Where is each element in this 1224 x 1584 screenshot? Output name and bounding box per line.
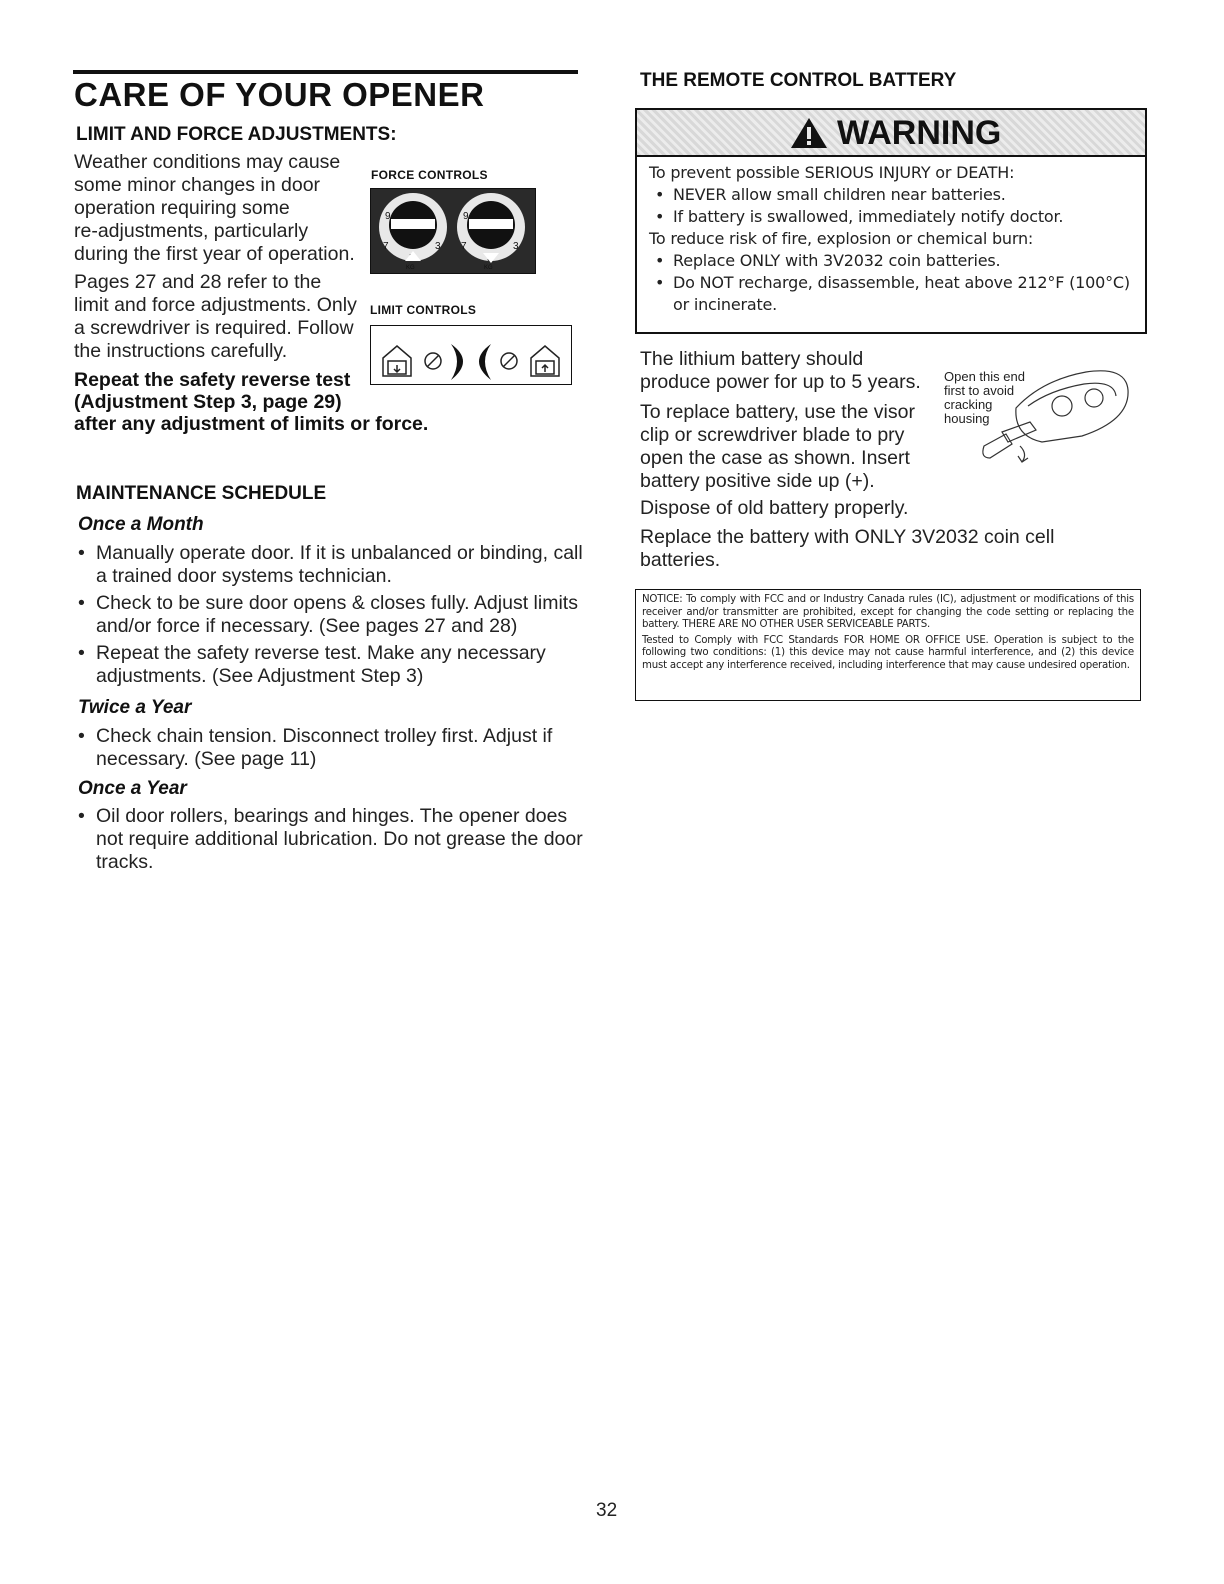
text-line: Pages 27 and 28 refer to the <box>74 271 322 293</box>
text-line: limit and force adjustments. Only <box>74 294 357 316</box>
battery-type-paragraph <box>640 526 1110 572</box>
force-controls-label: FORCE CONTROLS <box>371 168 488 182</box>
force-dials-illustration <box>371 189 535 273</box>
list-item: • Manually operate door. If it is unbalanced or binding, call a trained door systems technician. <box>74 542 584 588</box>
fcc-compliance-text: Tested to Comply with FCC Standards FOR HOME OR OFFICE USE. Operation is subject to the following two conditions: (1) this device may not cause harmful interference, and (2) this device must accept any interference received, including interference that may cause undesired operation. <box>642 634 1134 671</box>
list-item: • Check to be sure door opens & closes fully. Adjust limits and/or force if necessary. (See pages 27 and 28) <box>74 592 584 638</box>
text-line: To replace battery, use the visor <box>640 401 915 423</box>
list-item: • Repeat the safety reverse test. Make any necessary adjustments. (See Adjustment Step 3) <box>74 642 584 688</box>
page-number: 32 <box>596 1500 618 1521</box>
remote-button-right <box>1085 389 1103 407</box>
list-item: • Oil door rollers, bearings and hinges. The opener does not require additional lubrication. Do not grease the door tracks. <box>74 805 584 874</box>
text-line: Open this end <box>944 369 1025 384</box>
text-line: open the case as shown. Insert <box>640 447 910 469</box>
svg-text:7: 7 <box>383 241 389 252</box>
dial-left <box>379 193 447 271</box>
text-line: cracking <box>944 397 993 412</box>
text-line: during the first year of operation. <box>74 243 355 265</box>
section-title: CARE OF YOUR OPENER <box>74 76 485 113</box>
warning-title: WARNING <box>837 114 1002 152</box>
limit-controls-illustration <box>371 326 571 384</box>
remote-opening-illustration <box>944 350 1144 470</box>
warning-item: • If battery is swallowed, immediately notify doctor. <box>649 206 1139 228</box>
pry-arrow-icon <box>1018 446 1028 462</box>
text-line: Weather conditions may cause <box>74 151 341 173</box>
warning-intro: To prevent possible SERIOUS INJURY or DEATH: <box>649 163 1015 182</box>
svg-text:KG: KG <box>484 265 493 271</box>
once-a-year-heading: Once a Year <box>78 778 187 799</box>
text-line: batteries. <box>640 549 721 571</box>
svg-text:3: 3 <box>435 241 441 252</box>
text-line: operation requiring some <box>74 197 290 219</box>
warning-box <box>635 108 1147 334</box>
text-line: Repeat the safety reverse test <box>74 369 351 391</box>
warning-banner <box>637 110 1145 157</box>
battery-heading: THE REMOTE CONTROL BATTERY <box>640 70 957 91</box>
limit-intro-paragraph <box>74 151 374 266</box>
battery-life-paragraph <box>640 348 950 394</box>
warning-item: • Replace ONLY with 3V2032 coin batteries. <box>649 250 1139 272</box>
battery-replace-paragraph <box>640 401 940 493</box>
fcc-notice-box <box>635 589 1141 701</box>
limit-force-heading: LIMIT AND FORCE ADJUSTMENTS: <box>76 124 397 145</box>
list-item: • Check chain tension. Disconnect trolley first. Adjust if necessary. (See page 11) <box>74 725 584 771</box>
warning-item: • NEVER allow small children near batteries. <box>649 184 1139 206</box>
warning-content <box>649 162 1139 316</box>
twice-a-year-heading: Twice a Year <box>78 697 192 718</box>
remote-battery-figure <box>944 350 1144 470</box>
text-line: the instructions carefully. <box>74 340 288 362</box>
text-line: battery positive side up (+). <box>640 470 875 492</box>
text-line: produce power for up to 5 years. <box>640 371 921 393</box>
svg-text:7: 7 <box>461 241 467 252</box>
text-line: some minor changes in door <box>74 174 321 196</box>
text-line: The lithium battery should <box>640 348 864 370</box>
dial-right <box>457 193 525 271</box>
text-line: a screwdriver is required. Follow <box>74 317 354 339</box>
warning-item: • Do NOT recharge, disassemble, heat above 212°F (100°C) or incinerate. <box>649 272 1139 316</box>
text-line: housing <box>944 411 990 426</box>
twice-a-year-list <box>74 725 584 775</box>
text-line: clip or screwdriver blade to pry <box>640 424 905 446</box>
remote-button-left <box>1052 396 1072 416</box>
title-rule <box>73 70 578 74</box>
force-controls-figure <box>370 188 536 274</box>
svg-text:9: 9 <box>463 211 469 222</box>
text-line: after any adjustment of limits or force. <box>74 413 429 435</box>
limit-controls-label: LIMIT CONTROLS <box>370 303 477 317</box>
warning-triangle-icon <box>789 116 829 150</box>
warning-intro: To reduce risk of fire, explosion or chemical burn: <box>649 229 1034 248</box>
screwdriver-handle <box>983 434 1012 458</box>
screwdriver-blade <box>1002 422 1036 442</box>
once-a-month-list <box>74 542 584 692</box>
maintenance-heading: MAINTENANCE SCHEDULE <box>76 483 327 504</box>
limit-pages-paragraph <box>74 271 374 363</box>
fcc-notice-text: NOTICE: To comply with FCC and or Industry Canada rules (IC), adjustment or modifications of this receiver and/or transmitter are prohibited, except for changing the code setting or replacing the battery. THERE ARE NO OTHER USER SERVICEABLE PARTS. <box>642 594 1134 630</box>
text-line: Replace the battery with ONLY 3V2032 coin cell <box>640 526 1055 548</box>
battery-dispose-paragraph: Dispose of old battery properly. <box>640 497 909 519</box>
text-line: (Adjustment Step 3, page 29) <box>74 391 342 413</box>
limit-controls-figure <box>370 325 572 385</box>
once-a-year-list <box>74 805 584 878</box>
svg-text:9: 9 <box>385 211 391 222</box>
once-a-month-heading: Once a Month <box>78 514 204 535</box>
text-line: first to avoid <box>944 383 1015 398</box>
svg-text:KG: KG <box>406 265 415 271</box>
text-line: re-adjustments, particularly <box>74 220 309 242</box>
svg-text:3: 3 <box>513 241 519 252</box>
